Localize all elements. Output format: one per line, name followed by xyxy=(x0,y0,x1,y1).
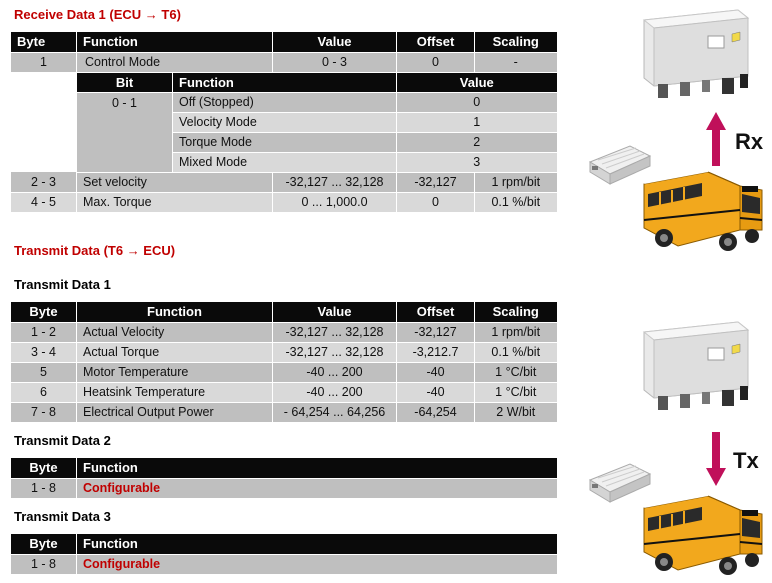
offset-cell: -32,127 xyxy=(397,322,475,342)
scaling-cell: - xyxy=(475,52,557,72)
bit-value-cell: 2 xyxy=(397,132,557,152)
bit-header-value: Value xyxy=(397,72,557,92)
function-cell: Motor Temperature xyxy=(77,362,273,382)
inverter-image-rx xyxy=(636,6,754,106)
offset-cell: -64,254 xyxy=(397,402,475,422)
function-cell: Set velocity xyxy=(77,172,273,192)
col-header-function: Function xyxy=(77,458,557,478)
scaling-cell: 0.1 %/bit xyxy=(475,342,557,362)
function-cell: Configurable xyxy=(77,554,557,574)
col-header-scaling: Scaling xyxy=(475,32,557,52)
table-row xyxy=(11,402,557,422)
bit-function-cell: Off (Stopped) xyxy=(173,92,397,112)
tx-arrowhead-icon xyxy=(706,468,726,486)
col-header-offset: Offset xyxy=(397,32,475,52)
bit-range-cell: 0 - 1 xyxy=(77,92,173,172)
offset-cell: -40 xyxy=(397,382,475,402)
function-cell: Electrical Output Power xyxy=(77,402,273,422)
bus-image-rx xyxy=(642,166,766,256)
col-header-function: Function xyxy=(77,302,273,322)
tx-label: Tx xyxy=(733,448,759,473)
byte-cell: 2 - 3 xyxy=(11,172,77,192)
scaling-cell: 1 °C/bit xyxy=(475,362,557,382)
scaling-cell: 1 rpm/bit xyxy=(475,172,557,192)
byte-cell: 6 xyxy=(11,382,77,402)
function-cell: Actual Torque xyxy=(77,342,273,362)
col-header-value: Value xyxy=(273,302,397,322)
scaling-cell: 0.1 %/bit xyxy=(475,192,557,212)
value-cell: -40 ... 200 xyxy=(273,382,397,402)
scaling-cell: 1 °C/bit xyxy=(475,382,557,402)
scaling-cell: 1 rpm/bit xyxy=(475,322,557,342)
byte-cell: 1 - 8 xyxy=(11,478,77,498)
table-row xyxy=(11,362,557,382)
value-cell: -32,127 ... 32,128 xyxy=(273,322,397,342)
offset-cell: 0 xyxy=(397,52,475,72)
value-cell: -32,127 ... 32,128 xyxy=(273,342,397,362)
offset-cell: -40 xyxy=(397,362,475,382)
value-cell: 0 ... 1,000.0 xyxy=(273,192,397,212)
receive-table xyxy=(10,32,557,213)
byte-cell: 1 - 2 xyxy=(11,322,77,342)
tx-arrow-icon xyxy=(712,432,720,470)
col-header-scaling: Scaling xyxy=(475,302,557,322)
transmit-3-table xyxy=(10,534,557,575)
transmit-1-title: Transmit Data 1 xyxy=(14,277,111,292)
bit-function-cell: Torque Mode xyxy=(173,132,397,152)
offset-cell: -3,212.7 xyxy=(397,342,475,362)
byte-cell: 3 - 4 xyxy=(11,342,77,362)
table-row xyxy=(11,382,557,402)
table-row xyxy=(11,192,557,212)
function-cell: Configurable xyxy=(77,478,557,498)
byte-cell: 4 - 5 xyxy=(11,192,77,212)
col-header-value: Value xyxy=(273,32,397,52)
table-row xyxy=(11,342,557,362)
transmit-2-title: Transmit Data 2 xyxy=(14,433,111,448)
col-header-function: Function xyxy=(77,534,557,554)
rx-arrowhead-icon xyxy=(706,112,726,130)
col-header-offset: Offset xyxy=(397,302,475,322)
col-header-byte: Byte xyxy=(11,32,77,52)
table-row xyxy=(11,478,557,498)
rx-arrow-icon xyxy=(712,128,720,166)
value-cell: 0 - 3 xyxy=(273,52,397,72)
bit-value-cell: 1 xyxy=(397,112,557,132)
value-cell: - 64,254 ... 64,256 xyxy=(273,402,397,422)
col-header-byte: Byte xyxy=(11,458,77,478)
transmit-1-table xyxy=(10,302,557,423)
function-cell: Actual Velocity xyxy=(77,322,273,342)
function-cell: Heatsink Temperature xyxy=(77,382,273,402)
byte-cell: 1 - 8 xyxy=(11,554,77,574)
bit-value-cell: 0 xyxy=(397,92,557,112)
byte-cell: 5 xyxy=(11,362,77,382)
scaling-cell: 2 W/bit xyxy=(475,402,557,422)
transmit-3-title: Transmit Data 3 xyxy=(14,509,111,524)
byte-cell: 1 xyxy=(11,52,77,72)
rx-label: Rx xyxy=(735,129,764,154)
function-cell: Control Mode xyxy=(77,52,273,72)
col-header-byte: Byte xyxy=(11,302,77,322)
offset-cell: 0 xyxy=(397,192,475,212)
inverter-image-tx xyxy=(636,318,754,418)
bit-value-cell: 3 xyxy=(397,152,557,172)
col-header-byte: Byte xyxy=(11,534,77,554)
receive-title: Receive Data 1 (ECU → T6) xyxy=(14,7,181,22)
table-row xyxy=(11,554,557,574)
bus-image-tx xyxy=(642,490,766,580)
byte-cell: 7 - 8 xyxy=(11,402,77,422)
table-row xyxy=(11,322,557,342)
value-cell: -40 ... 200 xyxy=(273,362,397,382)
transmit-title: Transmit Data (T6 → ECU) xyxy=(14,243,176,258)
bit-header-function: Function xyxy=(173,72,397,92)
bit-function-cell: Velocity Mode xyxy=(173,112,397,132)
bit-function-cell: Mixed Mode xyxy=(173,152,397,172)
transmit-2-table xyxy=(10,458,557,499)
table-row xyxy=(11,172,557,192)
col-header-function: Function xyxy=(77,32,273,52)
value-cell: -32,127 ... 32,128 xyxy=(273,172,397,192)
function-cell: Max. Torque xyxy=(77,192,273,212)
bit-header-bit: Bit xyxy=(77,72,173,92)
table-row xyxy=(11,52,557,72)
offset-cell: -32,127 xyxy=(397,172,475,192)
